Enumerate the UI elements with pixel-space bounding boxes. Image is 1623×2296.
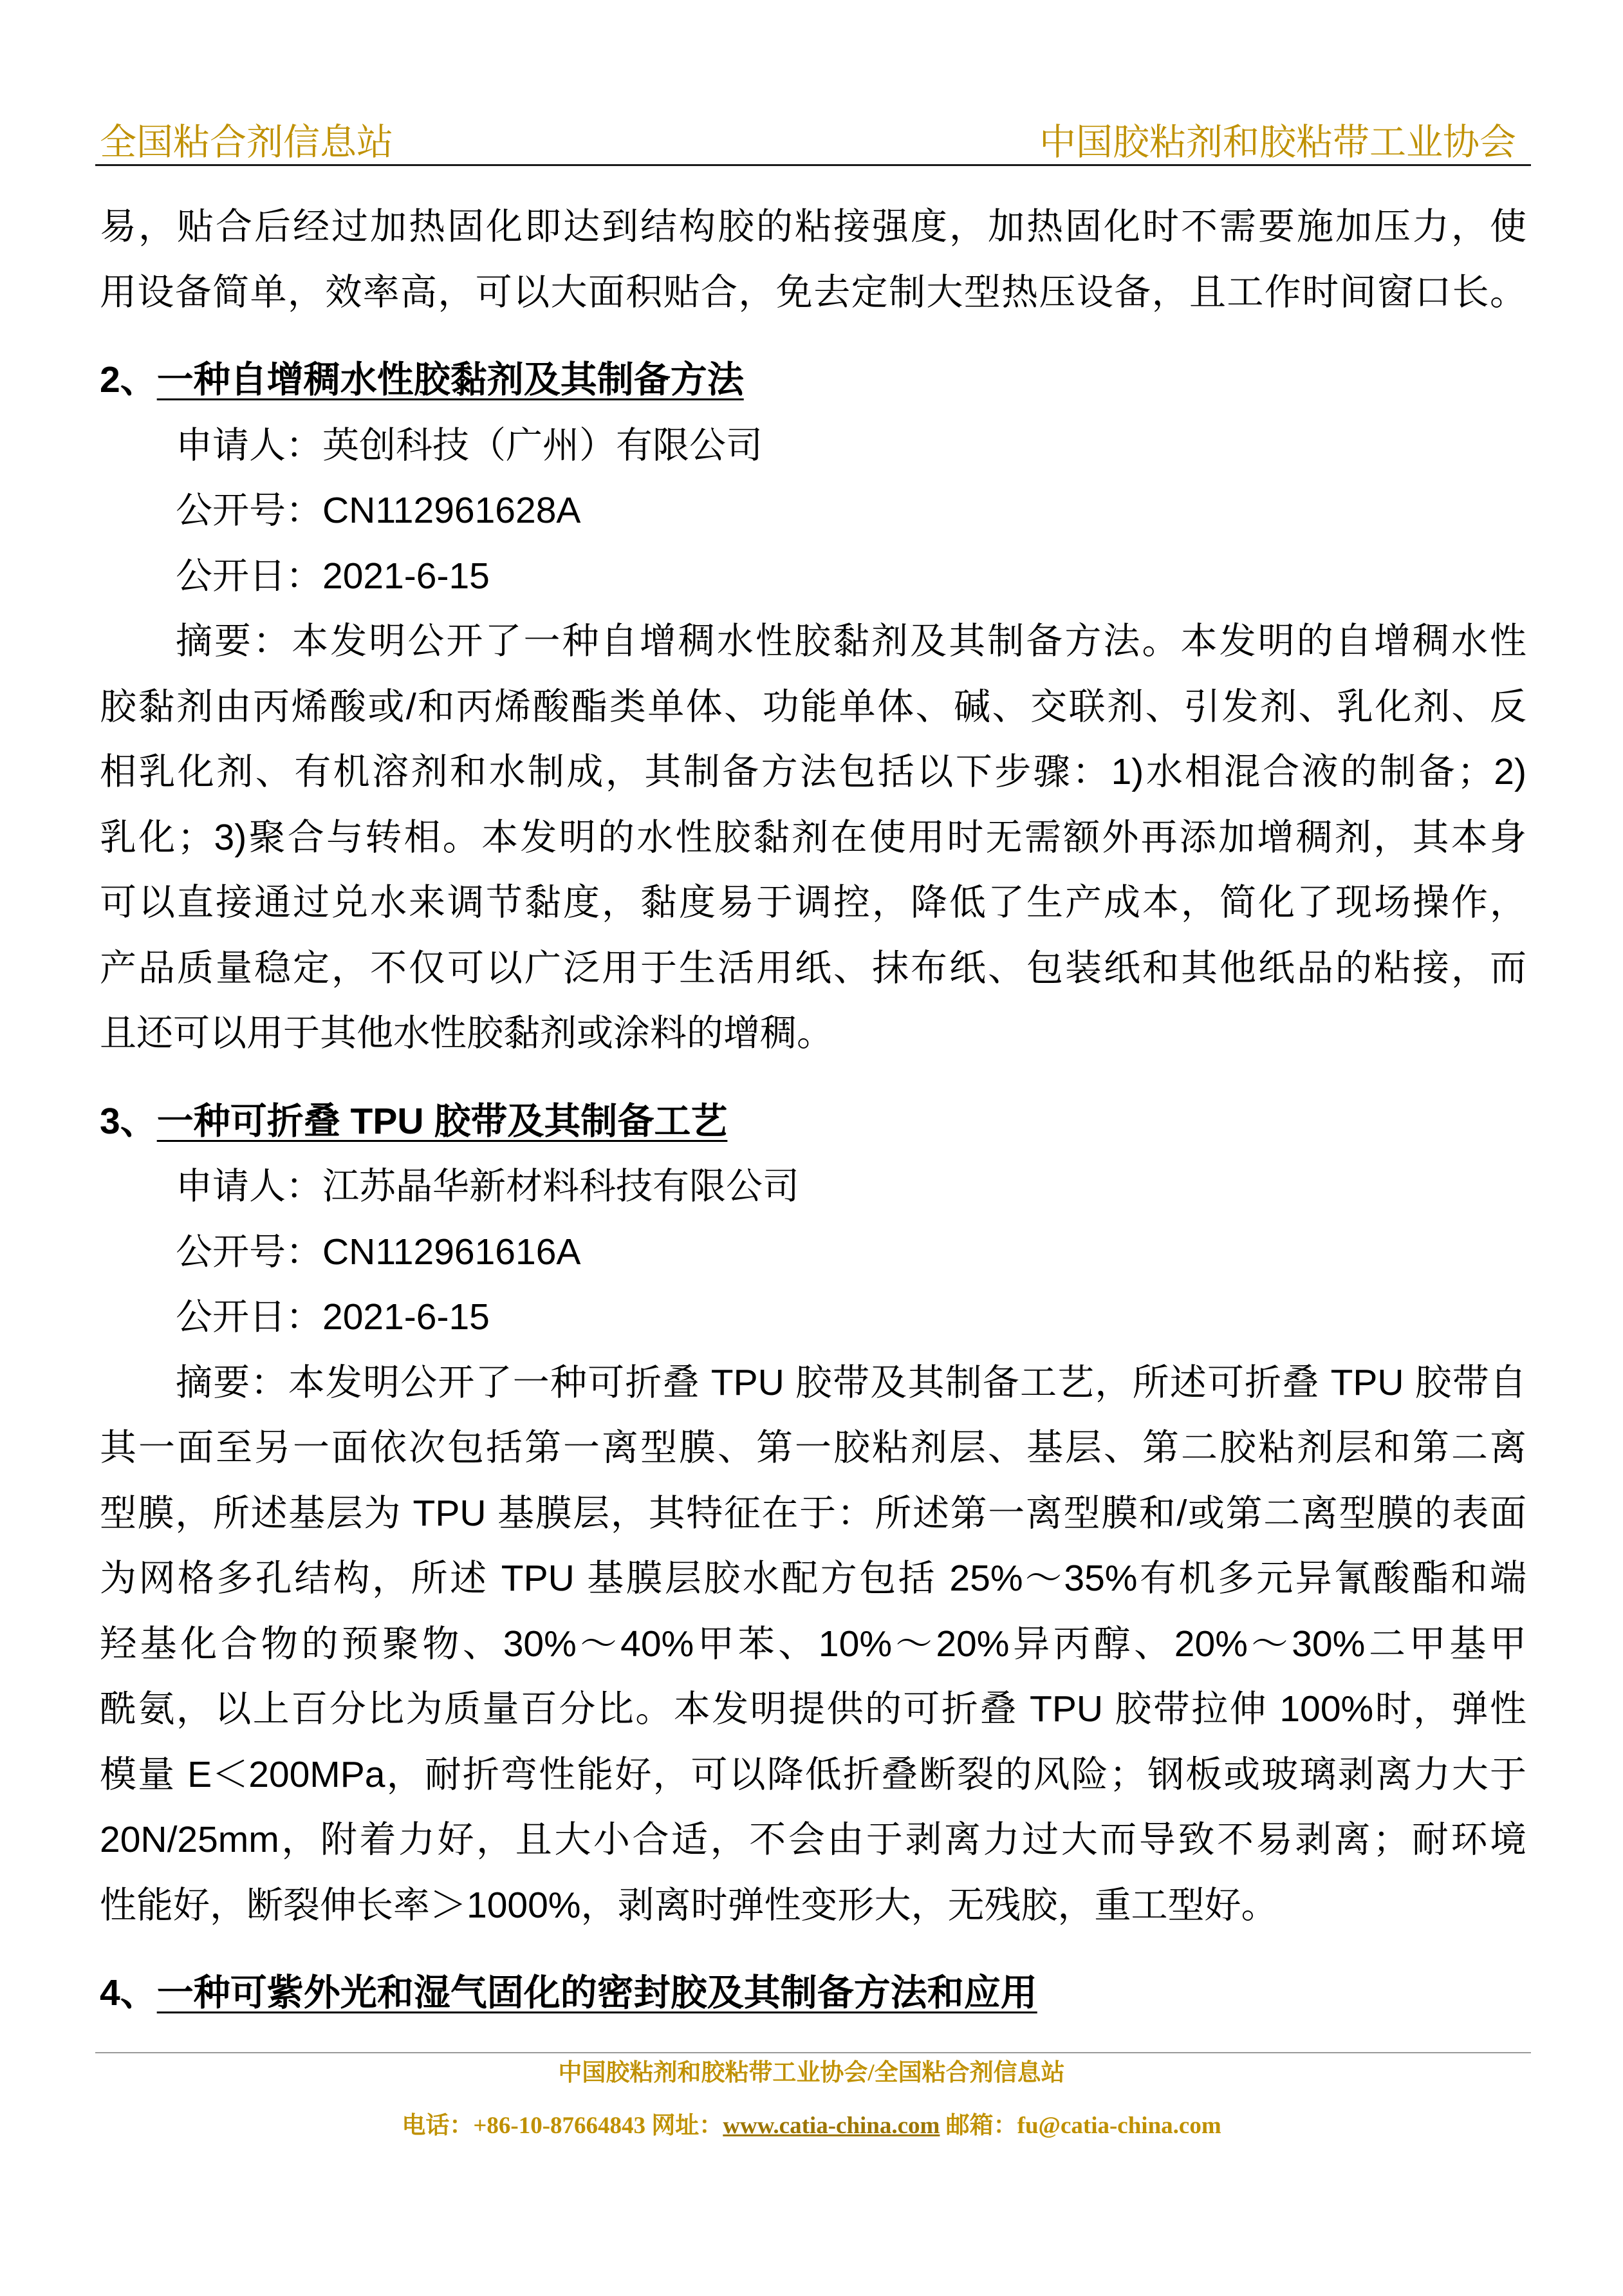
- publication-date-line: [100, 1285, 1526, 1350]
- website-link[interactable]: www.catia-china.com: [723, 2113, 940, 2139]
- abstract-line: 且还可以用于其他水性胶黏剂或涂料的增稠。: [100, 1013, 833, 1054]
- phone-number: +86-10-87664843: [473, 2113, 646, 2139]
- publication-number-label: 公开号：: [176, 490, 322, 531]
- publication-date-label: 公开日：: [176, 555, 322, 597]
- publication-date-line: [100, 544, 1526, 610]
- page-body: [100, 194, 1526, 2026]
- abstract-line: 相乳化剂、有机溶剂和水制成，其制备方法包括以下步骤：1)水相混合液的制备；2): [100, 751, 1526, 792]
- abstract-line: 胶黏剂由丙烯酸或/和丙烯酸酯类单体、功能单体、碱、交联剂、引发剂、乳化剂、反: [100, 686, 1526, 727]
- abstract-line: 为网格多孔结构，所述 TPU 基膜层胶水配方包括 25%～35%有机多元异氰酸酯和端: [100, 1558, 1526, 1599]
- header-left-title: 全国粘合剂信息站: [100, 122, 393, 163]
- footer-contact: [0, 2111, 1623, 2141]
- footer-organization: 中国胶粘剂和胶粘带工业协会/全国粘合剂信息站: [558, 2060, 1065, 2086]
- abstract-line: 20N/25mm，附着力好，且大小合适，不会由于剥离力过大而导致不易剥离；耐环境: [100, 1819, 1526, 1860]
- header-divider: [95, 164, 1531, 166]
- abstract-line: 型膜，所述基层为 TPU 基膜层，其特征在于：所述第一离型膜和/或第二离型膜的表面: [100, 1492, 1526, 1534]
- header-right-title: 中国胶粘剂和胶粘带工业协会: [1039, 122, 1516, 163]
- applicant-label: 申请人：: [176, 1166, 322, 1207]
- patent-heading: [100, 1089, 1526, 1155]
- continuation-line: 用设备简单，效率高，可以大面积贴合，免去定制大型热压设备，且工作时间窗口长。: [100, 271, 1526, 313]
- continuation-paragraph: [100, 194, 1526, 325]
- patent-title: 一种自增稠水性胶黏剂及其制备方法: [156, 359, 744, 400]
- publication-number-value: CN112961616A: [322, 1231, 581, 1273]
- patent-heading: [100, 348, 1526, 413]
- publication-number-value: CN112961628A: [322, 490, 581, 531]
- abstract-line: 羟基化合物的预聚物、30%～40%甲苯、10%～20%异丙醇、20%～30%二甲基甲: [100, 1623, 1526, 1665]
- patent-number: 2、: [100, 359, 157, 400]
- patent-heading: [100, 1961, 1526, 2026]
- patent-entry: [100, 348, 1526, 1067]
- publication-number-label: 公开号：: [176, 1231, 322, 1273]
- applicant-label: 申请人：: [176, 424, 322, 466]
- abstract-line: 摘要：本发明公开了一种可折叠 TPU 胶带及其制备工艺，所述可折叠 TPU 胶带自: [176, 1361, 1526, 1403]
- abstract-line: 性能好，断裂伸长率＞1000%，剥离时弹性变形大，无残胶，重工型好。: [100, 1884, 1278, 1926]
- abstract-line: 乳化；3)聚合与转相。本发明的水性胶黏剂在使用时无需额外再添加增稠剂，其本身: [100, 816, 1526, 858]
- applicant-value: 英创科技（广州）有限公司: [322, 424, 763, 466]
- patent-number: 3、: [100, 1100, 157, 1142]
- publication-number-line: [100, 1220, 1526, 1285]
- patent-entry: [100, 1089, 1526, 1939]
- phone-label: 电话：: [402, 2113, 474, 2139]
- website-label: 网址：: [651, 2113, 723, 2139]
- publication-date-label: 公开日：: [176, 1296, 322, 1338]
- abstract-line: 模量 E＜200MPa，耐折弯性能好，可以降低折叠断裂的风险；钢板或玻璃剥离力大于: [100, 1753, 1526, 1795]
- abstract-line: 酰氨，以上百分比为质量百分比。本发明提供的可折叠 TPU 胶带拉伸 100%时，弹性: [100, 1688, 1526, 1730]
- email-address: fu@catia-china.com: [1017, 2113, 1221, 2139]
- footer-divider: [95, 2052, 1531, 2053]
- continuation-line: 易，贴合后经过加热固化即达到结构胶的粘接强度，加热固化时不需要施加压力，使: [100, 206, 1526, 247]
- email-label: 邮箱：: [945, 2113, 1017, 2139]
- publication-date-value: 2021-6-15: [322, 555, 490, 597]
- applicant-line: [100, 413, 1526, 479]
- publication-date-value: 2021-6-15: [322, 1296, 490, 1338]
- applicant-line: [100, 1154, 1526, 1220]
- patent-entry: [100, 1961, 1526, 2026]
- abstract-line: 可以直接通过兑水来调节黏度，黏度易于调控，降低了生产成本，简化了现场操作，: [100, 882, 1526, 923]
- abstract-line: 产品质量稳定，不仅可以广泛用于生活用纸、抹布纸、包装纸和其他纸品的粘接，而: [100, 947, 1526, 989]
- patent-number: 4、: [100, 1972, 157, 2013]
- patent-title: 一种可紫外光和湿气固化的密封胶及其制备方法和应用: [156, 1972, 1037, 2013]
- patent-title: 一种可折叠 TPU 胶带及其制备工艺: [156, 1100, 728, 1142]
- abstract-line: 摘要：本发明公开了一种自增稠水性胶黏剂及其制备方法。本发明的自增稠水性: [176, 621, 1526, 662]
- abstract-line: 其一面至另一面依次包括第一离型膜、第一胶粘剂层、基层、第二胶粘剂层和第二离: [100, 1427, 1526, 1468]
- applicant-value: 江苏晶华新材料科技有限公司: [322, 1166, 799, 1207]
- publication-number-line: [100, 478, 1526, 544]
